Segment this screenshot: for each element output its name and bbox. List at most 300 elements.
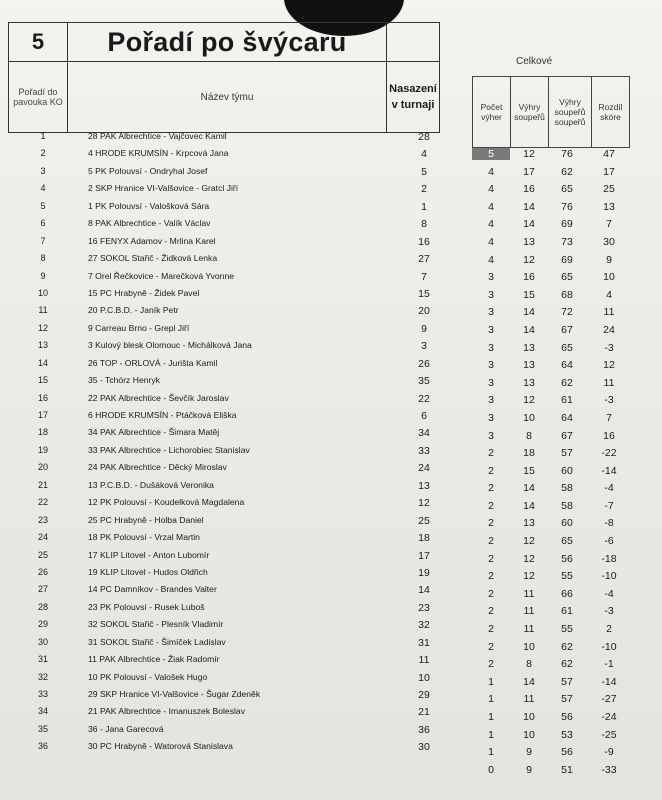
totals-row — [472, 658, 632, 676]
row-opp-opp-wins: 57 — [561, 675, 573, 688]
row-opp-opp-wins: 60 — [561, 464, 573, 477]
row-position: 11 — [38, 305, 48, 316]
totals-row — [472, 236, 632, 254]
totals-row — [472, 166, 632, 184]
row-team: 7 Orel Řečkovice - Marečková Yvonne — [88, 270, 235, 281]
totals-row — [472, 218, 632, 236]
row-seed: 11 — [418, 654, 430, 667]
table-row — [8, 183, 468, 200]
row-team: 18 PK Polouvsí - Vrzal Martin — [88, 532, 200, 543]
row-position: 24 — [37, 532, 48, 543]
totals-row — [472, 500, 632, 518]
row-team: 15 PC Hrabyně - Židek Pavel — [88, 287, 200, 298]
row-position: 36 — [37, 741, 48, 752]
totals-row — [472, 553, 632, 571]
totals-row — [472, 588, 632, 606]
totals-row — [472, 254, 632, 272]
row-wins: 3 — [488, 411, 494, 424]
row-score-diff: 16 — [603, 429, 615, 442]
row-opp-wins: 15 — [523, 464, 535, 477]
row-opp-opp-wins: 53 — [561, 728, 573, 741]
row-wins: 4 — [488, 253, 494, 266]
row-team: 34 PAK Albrechtice - Šimara Matěj — [88, 427, 220, 438]
row-opp-wins: 13 — [523, 235, 535, 248]
row-seed: 10 — [418, 671, 430, 684]
row-team: 36 - Jana Garecová — [88, 723, 164, 734]
row-position: 32 — [37, 671, 48, 682]
row-position: 9 — [40, 270, 46, 281]
row-position: 5 — [40, 200, 46, 211]
row-opp-wins: 12 — [523, 570, 535, 583]
row-opp-wins: 11 — [523, 605, 535, 618]
totals-row — [472, 711, 632, 729]
row-team: 27 SOKOL Stařič - Židková Lenka — [88, 253, 218, 264]
row-opp-wins: 12 — [523, 253, 535, 266]
row-seed: 17 — [418, 549, 430, 562]
row-wins: 3 — [488, 394, 494, 407]
row-opp-opp-wins: 67 — [561, 429, 573, 442]
row-opp-wins: 8 — [526, 658, 532, 671]
row-seed: 32 — [418, 619, 430, 632]
row-opp-opp-wins: 72 — [561, 306, 573, 319]
row-score-diff: 7 — [606, 411, 612, 424]
totals-row — [472, 148, 632, 166]
row-position: 8 — [40, 253, 46, 264]
row-seed: 1 — [421, 200, 427, 213]
row-opp-opp-wins: 62 — [561, 376, 573, 389]
row-seed: 18 — [418, 532, 430, 545]
row-position: 4 — [40, 183, 46, 194]
row-score-diff: 25 — [603, 183, 615, 196]
row-team: 20 P.C.B.D. - Janík Petr — [88, 305, 179, 316]
row-opp-wins: 10 — [523, 711, 535, 723]
row-position: 18 — [37, 427, 48, 438]
row-score-diff: -22 — [601, 447, 617, 460]
row-team: 31 SOKOL Stařič - Šimíček Ladislav — [88, 636, 226, 647]
row-opp-opp-wins: 62 — [561, 658, 573, 671]
table-row — [8, 654, 468, 671]
row-team: 24 PAK Albrechtice - Děcký Miroslav — [88, 462, 227, 473]
row-opp-wins: 14 — [523, 499, 535, 512]
row-seed: 30 — [418, 741, 430, 754]
table-row — [8, 131, 468, 148]
row-opp-wins: 14 — [523, 200, 535, 213]
table-row — [8, 340, 468, 357]
row-opp-opp-wins: 64 — [561, 359, 573, 372]
totals-row — [472, 729, 632, 747]
totals-row — [472, 201, 632, 219]
row-wins: 2 — [488, 640, 494, 653]
row-opp-opp-wins: 61 — [561, 394, 573, 407]
row-opp-wins: 17 — [523, 165, 535, 178]
page-title: Pořadí po švýcaru — [68, 23, 387, 62]
row-team: 11 PAK Albrechtice - Žiak Radomír — [88, 654, 220, 665]
row-wins: 0 — [488, 763, 494, 776]
row-wins: 3 — [488, 341, 494, 354]
row-opp-opp-wins: 60 — [561, 517, 573, 530]
row-opp-wins: 16 — [523, 183, 535, 196]
row-opp-wins: 18 — [523, 447, 535, 460]
row-seed: 33 — [418, 444, 430, 457]
table-row — [8, 218, 468, 235]
table-row — [8, 427, 468, 444]
row-opp-opp-wins: 69 — [561, 253, 573, 266]
col-rozdil-skore: Rozdíl skóre — [592, 77, 630, 148]
row-score-diff: 30 — [603, 235, 615, 248]
col-vyhry-souperu: Výhry soupeřů — [511, 77, 549, 148]
row-opp-wins: 14 — [523, 675, 535, 688]
row-wins: 1 — [488, 693, 494, 706]
row-score-diff: 13 — [603, 200, 615, 213]
row-wins: 3 — [488, 429, 494, 442]
row-seed: 23 — [418, 601, 430, 614]
row-score-diff: 12 — [603, 359, 615, 372]
row-opp-opp-wins: 66 — [561, 587, 573, 600]
totals-row — [472, 535, 632, 553]
row-team: 35 - Tchórz Henryk — [88, 375, 160, 386]
totals-row — [472, 517, 632, 535]
row-team: 12 PK Polouvsí - Koudelková Magdalena — [88, 497, 245, 508]
row-seed: 7 — [421, 270, 427, 283]
row-team: 9 Carreau Brno - Grepl Jiří — [88, 322, 190, 333]
row-opp-opp-wins: 57 — [561, 447, 573, 460]
table-row — [8, 689, 468, 706]
row-opp-opp-wins: 73 — [561, 235, 573, 248]
row-score-diff: 4 — [606, 288, 612, 301]
totals-row — [472, 623, 632, 641]
row-opp-opp-wins: 62 — [561, 640, 573, 653]
totals-row — [472, 764, 632, 782]
row-seed: 28 — [418, 131, 430, 143]
row-position: 17 — [37, 410, 48, 420]
row-score-diff: 9 — [606, 253, 612, 266]
row-position: 29 — [37, 619, 48, 630]
row-seed: 35 — [418, 375, 430, 388]
row-position: 30 — [37, 636, 48, 647]
round-number: 5 — [9, 23, 68, 62]
row-opp-wins: 14 — [523, 218, 535, 231]
row-opp-opp-wins: 65 — [561, 271, 573, 284]
row-wins: 4 — [488, 200, 494, 213]
row-position: 33 — [37, 689, 48, 699]
row-wins: 1 — [488, 746, 494, 759]
table-row — [8, 532, 468, 549]
row-team: 17 KLIP Litovel - Anton Lubomír — [88, 549, 210, 560]
totals-row — [472, 306, 632, 324]
row-seed: 31 — [418, 636, 430, 649]
row-position: 28 — [37, 601, 48, 612]
totals-row — [472, 359, 632, 377]
row-seed: 26 — [418, 357, 430, 370]
row-position: 12 — [37, 322, 48, 333]
row-team: 14 PC Damníkov - Brandes Valter — [88, 584, 217, 595]
row-opp-opp-wins: 68 — [561, 288, 573, 301]
row-score-diff: -7 — [604, 499, 614, 512]
row-wins: 2 — [488, 623, 494, 636]
row-score-diff: 24 — [603, 323, 615, 336]
row-position: 2 — [40, 148, 46, 159]
table-row — [8, 706, 468, 723]
row-seed: 29 — [418, 689, 430, 701]
row-score-diff: 47 — [603, 148, 615, 160]
row-opp-opp-wins: 57 — [561, 693, 573, 706]
totals-row — [472, 693, 632, 711]
row-team: 26 TOP - ORLOVÁ - Jurišta Kamil — [88, 357, 218, 368]
row-opp-opp-wins: 65 — [561, 183, 573, 196]
row-score-diff: -24 — [601, 711, 617, 723]
totals-row — [472, 289, 632, 307]
table-row — [8, 567, 468, 584]
row-score-diff: -4 — [604, 587, 614, 600]
table-row — [8, 375, 468, 392]
table-row — [8, 550, 468, 567]
totals-row — [472, 183, 632, 201]
row-opp-wins: 11 — [523, 623, 535, 636]
table-row — [8, 148, 468, 165]
table-row — [8, 305, 468, 322]
row-wins: 1 — [488, 711, 494, 723]
row-team: 33 PAK Albrechtice - Lichorobiec Stanislav — [88, 444, 250, 455]
totals-row — [472, 377, 632, 395]
row-seed: 9 — [421, 322, 427, 335]
standings-header-table — [8, 22, 440, 133]
row-team: 16 FENYX Adamov - Mrlina Karel — [88, 235, 216, 246]
row-opp-opp-wins: 65 — [561, 341, 573, 354]
row-seed: 3 — [421, 340, 427, 353]
row-team: 2 SKP Hranice VI-Valšovice - Gratcl Jiří — [88, 183, 239, 194]
row-opp-wins: 9 — [526, 763, 532, 776]
row-score-diff: -3 — [604, 341, 614, 354]
table-row — [8, 410, 468, 427]
totals-header-table — [472, 76, 630, 148]
row-team: 22 PAK Albrechtice - Ševčík Jaroslav — [88, 392, 229, 403]
row-team: 23 PK Polouvsí - Rusek Luboš — [88, 601, 205, 612]
celkove-label: Celkové — [516, 56, 553, 67]
row-wins: 3 — [488, 288, 494, 301]
row-opp-wins: 14 — [523, 306, 535, 319]
row-team: 10 PK Polouvsí - Valošek Hugo — [88, 671, 208, 682]
row-team: 30 PC Hrabyně - Watorová Stanislava — [88, 741, 233, 752]
row-score-diff: -3 — [604, 605, 614, 618]
row-wins: 2 — [488, 570, 494, 583]
row-score-diff: 11 — [603, 376, 615, 389]
row-opp-opp-wins: 58 — [561, 499, 573, 512]
row-wins: 3 — [488, 359, 494, 372]
table-row — [8, 271, 468, 288]
totals-row — [472, 570, 632, 588]
table-row — [8, 741, 468, 758]
standings-rows — [8, 131, 468, 759]
table-row — [8, 637, 468, 654]
row-score-diff: -10 — [601, 570, 617, 583]
row-opp-opp-wins: 65 — [561, 535, 573, 548]
row-score-diff: -14 — [601, 464, 617, 477]
row-seed: 5 — [421, 165, 427, 178]
row-opp-wins: 14 — [523, 482, 535, 495]
table-row — [8, 288, 468, 305]
row-opp-wins: 13 — [523, 359, 535, 372]
row-team: 19 KLIP Litovel - Hudos Oldřich — [88, 566, 208, 577]
table-row — [8, 462, 468, 479]
row-wins: 2 — [488, 447, 494, 460]
row-opp-wins: 13 — [523, 517, 535, 530]
row-position: 7 — [40, 235, 46, 246]
row-opp-opp-wins: 56 — [561, 746, 573, 759]
totals-row — [472, 342, 632, 360]
row-opp-opp-wins: 67 — [561, 323, 573, 336]
row-opp-wins: 11 — [523, 693, 535, 706]
row-position: 26 — [37, 566, 48, 577]
row-seed: 21 — [418, 706, 430, 719]
row-opp-opp-wins: 76 — [561, 200, 573, 213]
table-row — [8, 166, 468, 183]
row-position: 22 — [37, 497, 48, 508]
row-position: 3 — [40, 165, 46, 176]
row-score-diff: 10 — [603, 271, 615, 284]
row-wins: 2 — [488, 658, 494, 671]
totals-row — [472, 676, 632, 694]
row-team: 4 HRODE KRUMSÍN - Krpcová Jana — [88, 148, 229, 159]
row-wins: 4 — [488, 235, 494, 248]
totals-row — [472, 394, 632, 412]
row-position: 34 — [37, 706, 48, 717]
row-position: 13 — [37, 340, 48, 351]
row-score-diff: 17 — [603, 165, 615, 178]
row-position: 14 — [37, 357, 48, 368]
col-poradi: Pořadí do pavouka KO — [9, 62, 68, 133]
row-wins: 4 — [488, 218, 494, 231]
totals-row — [472, 641, 632, 659]
row-wins: 2 — [488, 464, 494, 477]
row-seed: 36 — [418, 723, 430, 736]
row-opp-opp-wins: 55 — [561, 570, 573, 583]
row-opp-opp-wins: 58 — [561, 482, 573, 495]
totals-row — [472, 271, 632, 289]
col-nasazeni: Nasazení v turnaji — [387, 62, 440, 133]
row-opp-wins: 13 — [523, 376, 535, 389]
row-wins: 1 — [488, 728, 494, 741]
row-opp-wins: 12 — [523, 148, 535, 160]
table-row — [8, 445, 468, 462]
row-opp-opp-wins: 69 — [561, 218, 573, 231]
totals-row — [472, 430, 632, 448]
row-team: 6 HRODE KRUMSÍN - Ptáčková Eliška — [88, 410, 237, 420]
row-opp-opp-wins: 64 — [561, 411, 573, 424]
totals-row — [472, 465, 632, 483]
row-seed: 19 — [418, 566, 430, 579]
row-team: 8 PAK Albrechtice - Valík Václav — [88, 218, 211, 229]
row-position: 25 — [37, 549, 48, 560]
row-position: 1 — [40, 131, 46, 141]
row-wins: 3 — [488, 376, 494, 389]
row-position: 21 — [37, 479, 48, 490]
table-row — [8, 201, 468, 218]
table-row — [8, 497, 468, 514]
row-opp-wins: 10 — [523, 640, 535, 653]
row-team: 28 PAK Albrechtice - Vajčovec Kamil — [88, 131, 227, 141]
row-score-diff: -18 — [601, 552, 617, 565]
row-team: 21 PAK Albrechtice - Imanuszek Boleslav — [88, 706, 245, 717]
row-seed: 14 — [418, 584, 430, 597]
row-team: 3 Kulový blesk Olomouc - Michálková Jana — [88, 340, 252, 351]
row-wins: 1 — [488, 675, 494, 688]
row-position: 27 — [37, 584, 48, 595]
row-seed: 4 — [421, 148, 427, 161]
row-opp-wins: 12 — [523, 552, 535, 565]
row-seed: 25 — [418, 514, 430, 527]
row-score-diff: -3 — [604, 394, 614, 407]
row-wins: 3 — [488, 271, 494, 284]
row-wins: 2 — [488, 605, 494, 618]
row-opp-wins: 10 — [523, 728, 535, 741]
row-team: 32 SOKOL Stařič - Plesník Vladimír — [88, 619, 224, 630]
row-opp-wins: 11 — [523, 587, 535, 600]
table-row — [8, 358, 468, 375]
row-opp-opp-wins: 51 — [561, 763, 573, 776]
table-row — [8, 393, 468, 410]
table-row — [8, 515, 468, 532]
table-row — [8, 480, 468, 497]
row-opp-wins: 9 — [526, 746, 532, 759]
row-score-diff: -25 — [601, 728, 617, 741]
row-score-diff: -33 — [601, 763, 617, 776]
row-opp-wins: 16 — [523, 271, 535, 284]
row-position: 15 — [37, 375, 48, 386]
row-opp-wins: 12 — [523, 535, 535, 548]
row-score-diff: -10 — [601, 640, 617, 653]
table-row — [8, 672, 468, 689]
row-seed: 27 — [418, 253, 430, 266]
row-wins: 3 — [488, 323, 494, 336]
row-wins: 2 — [488, 535, 494, 548]
row-wins: 2 — [488, 587, 494, 600]
table-row — [8, 253, 468, 270]
table-row — [8, 236, 468, 253]
row-seed: 22 — [418, 392, 430, 405]
row-score-diff: -1 — [604, 658, 614, 671]
row-seed: 16 — [418, 235, 430, 248]
row-score-diff: 7 — [606, 218, 612, 231]
row-position: 20 — [37, 462, 48, 473]
row-seed: 34 — [418, 427, 430, 440]
row-score-diff: -9 — [604, 746, 614, 759]
col-pocet-vyher: Počet výher — [473, 77, 511, 148]
totals-row — [472, 482, 632, 500]
table-row — [8, 619, 468, 636]
totals-row — [472, 447, 632, 465]
row-wins: 5 — [472, 148, 510, 160]
table-row — [8, 602, 468, 619]
row-position: 31 — [37, 654, 48, 665]
row-position: 19 — [37, 444, 48, 455]
row-position: 10 — [37, 287, 48, 298]
row-score-diff: -27 — [601, 693, 617, 706]
row-position: 23 — [37, 514, 48, 525]
row-team: 29 SKP Hranice VI-Valšovice - Šugar Zdeněk — [88, 689, 261, 699]
row-opp-opp-wins: 61 — [561, 605, 573, 618]
row-opp-wins: 8 — [526, 429, 532, 442]
row-seed: 15 — [418, 287, 430, 300]
row-team: 25 PC Hrabyně - Holba Daniel — [88, 514, 204, 525]
row-opp-wins: 13 — [523, 341, 535, 354]
row-opp-opp-wins: 76 — [561, 148, 573, 160]
totals-rows — [472, 148, 632, 781]
row-opp-wins: 15 — [523, 288, 535, 301]
row-score-diff: -6 — [604, 535, 614, 548]
totals-row — [472, 412, 632, 430]
row-score-diff: 11 — [603, 306, 615, 319]
table-row — [8, 323, 468, 340]
